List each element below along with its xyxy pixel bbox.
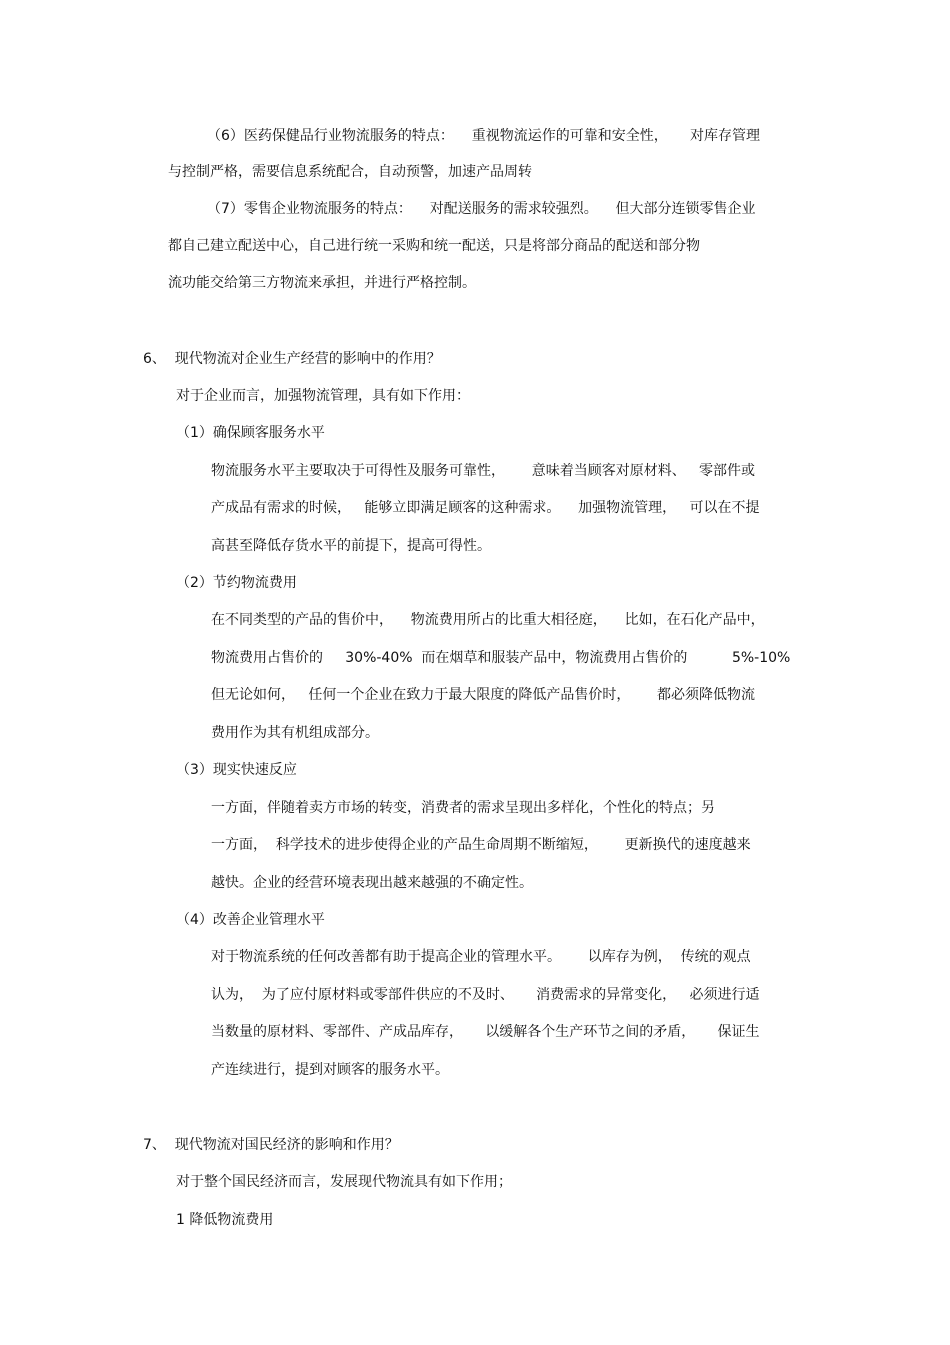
text-line: 产连续进行，提到对顾客的服务水平。	[211, 1062, 449, 1078]
section-heading: 6、 现代物流对企业生产经营的影响中的作用？	[143, 351, 441, 367]
subheading: （2）节约物流费用	[176, 575, 297, 591]
text-line: 对于整个国民经济而言，发展现代物流具有如下作用；	[176, 1174, 512, 1190]
text-line: 产成品有需求的时候， 能够立即满足顾客的这种需求。 加强物流管理， 可以在不提	[211, 500, 760, 516]
text-line: （6）医药保健品行业物流服务的特点： 重视物流运作的可靠和安全性， 对库存管理	[207, 128, 760, 144]
text-line: 但无论如何， 任何一个企业在致力于最大限度的降低产品售价时， 都必须降低物流	[211, 687, 756, 703]
text-line: （7）零售企业物流服务的特点： 对配送服务的需求较强烈。 但大部分连锁零售企业	[207, 201, 756, 217]
text-line: 对于企业而言，加强物流管理，具有如下作用：	[176, 388, 470, 404]
subheading: （3）现实快速反应	[176, 762, 297, 778]
text-line: 在不同类型的产品的售价中， 物流费用所占的比重大相径庭， 比如，在石化产品中，	[211, 612, 765, 628]
text-line: 认为， 为了应付原材料或零部件供应的不及时、 消费需求的异常变化， 必须进行适	[211, 987, 760, 1003]
subheading: 1 降低物流费用	[176, 1212, 274, 1228]
text-line: 都自己建立配送中心，自己进行统一采购和统一配送，只是将部分商品的配送和部分物	[168, 238, 700, 254]
text-line: 一方面，伴随着卖方市场的转变，消费者的需求呈现出多样化，个性化的特点；另	[211, 800, 715, 816]
text-line: 费用作为其有机组成部分。	[211, 725, 379, 741]
subheading: （1）确保顾客服务水平	[176, 425, 325, 441]
text-line: 越快。企业的经营环境表现出越来越强的不确定性。	[211, 875, 533, 891]
text-line: 一方面， 科学技术的进步使得企业的产品生命周期不断缩短， 更新换代的速度越来	[211, 837, 751, 853]
text-line: 物流费用占售价的 30%-40% 而在烟草和服装产品中，物流费用占售价的 5%-10%	[211, 650, 791, 666]
subheading: （4）改善企业管理水平	[176, 912, 325, 928]
section-heading: 7、 现代物流对国民经济的影响和作用？	[143, 1137, 399, 1153]
text-line: 高甚至降低存货水平的前提下，提高可得性。	[211, 538, 491, 554]
text-line: 与控制严格，需要信息系统配合，自动预警，加速产品周转	[168, 164, 532, 180]
text-line: 对于物流系统的任何改善都有助于提高企业的管理水平。 以库存为例， 传统的观点	[211, 949, 751, 965]
text-line: 流功能交给第三方物流来承担，并进行严格控制。	[168, 275, 476, 291]
text-line: 当数量的原材料、零部件、产成品库存， 以缓解各个生产环节之间的矛盾， 保证生	[211, 1024, 760, 1040]
text-line: 物流服务水平主要取决于可得性及服务可靠性， 意味着当顾客对原材料、 零部件或	[211, 463, 756, 479]
